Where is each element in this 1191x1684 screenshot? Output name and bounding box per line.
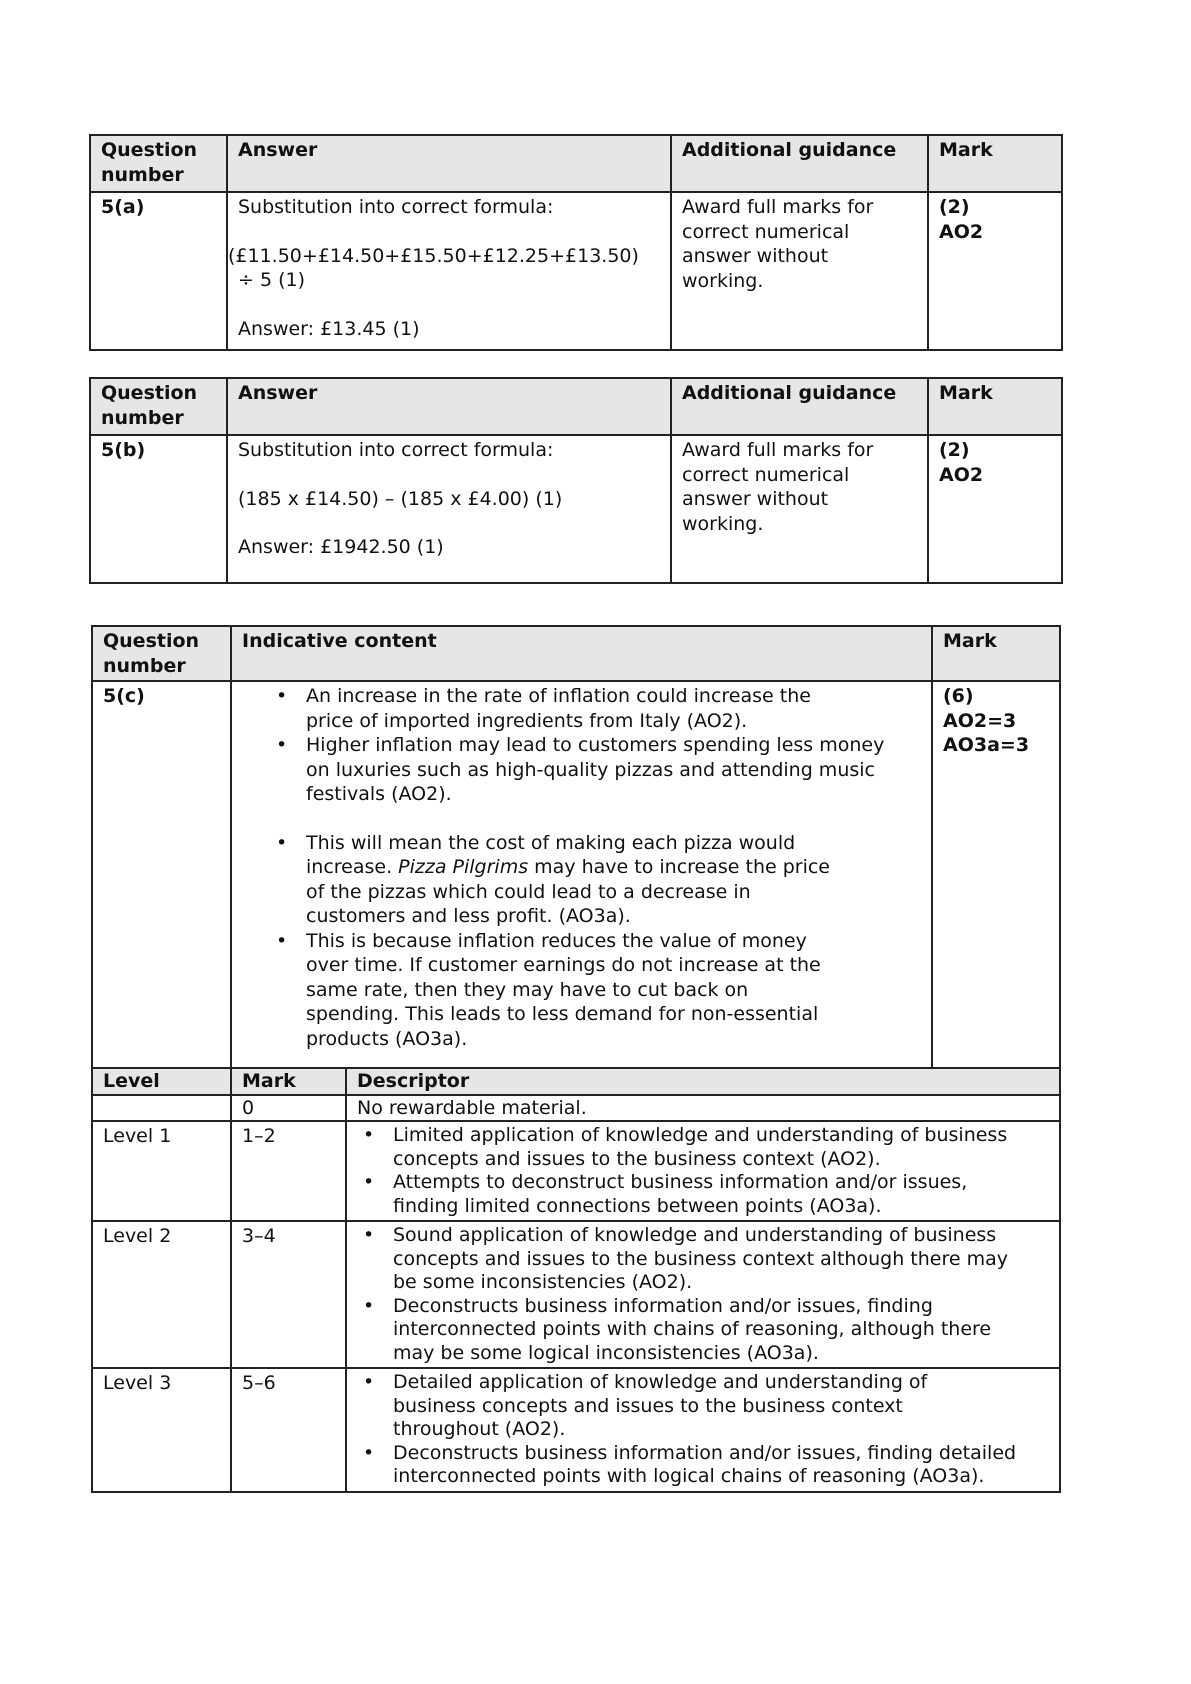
level-row [92, 1095, 1060, 1122]
level-row [92, 1221, 1060, 1368]
level-name [92, 1095, 231, 1122]
question-5a-table [89, 134, 1063, 351]
header-indicative-content: Indicative content [231, 626, 932, 681]
header-answer: Answer [227, 378, 671, 435]
bullet-line: This is because inflation reduces the value of money [306, 929, 807, 952]
bullet-icon: • [363, 1124, 375, 1146]
guidance-line: answer without [682, 488, 829, 510]
header-mark: Mark [231, 1068, 346, 1095]
list-item [363, 1371, 1049, 1442]
descriptor-line: finding limited connections between points (AO3a). [393, 1194, 882, 1217]
mark-value: (6) [943, 685, 974, 707]
descriptor-line: Deconstructs business information and/or issues, finding [393, 1294, 933, 1317]
answer-line: (185 x £14.50) – (185 x £4.00) (1) [238, 487, 563, 510]
table-header-row [92, 626, 1060, 681]
question-id: 5(c) [92, 681, 231, 1074]
descriptor-line: business concepts and issues to the business context [393, 1394, 903, 1417]
bullet-line: price of imported ingredients from Italy (AO2). [306, 709, 748, 732]
question-5b-table [89, 377, 1063, 584]
mark-cell [932, 681, 1060, 1074]
mark-ao: AO2=3 [943, 709, 1017, 732]
level-name: Level 2 [92, 1221, 231, 1368]
question-id: 5(a) [90, 192, 227, 350]
header-question-number: Question number [90, 378, 227, 435]
bullet-icon: • [276, 929, 288, 952]
header-mark: Mark [928, 135, 1062, 192]
descriptor-list [363, 1124, 1049, 1218]
mark-ao: AO2 [939, 463, 984, 486]
bullet-line: products (AO3a). [306, 1027, 468, 1050]
level-descriptor [346, 1095, 1060, 1122]
header-question-number: Question number [90, 135, 227, 192]
answer-cell [227, 192, 671, 350]
levels-header-row [92, 1068, 1060, 1095]
guidance-line: Award full marks for [682, 439, 874, 461]
level-name: Level 1 [92, 1121, 231, 1221]
guidance-cell [671, 435, 928, 583]
table-row [92, 681, 1060, 1074]
bullet-line: increase. Pizza Pilgrims may have to increase the price [306, 856, 831, 878]
list-item [276, 733, 921, 807]
descriptor-text: No rewardable material. [357, 1096, 587, 1119]
bullet-icon: • [363, 1224, 375, 1246]
list-item [363, 1441, 1049, 1489]
descriptor-list [363, 1224, 1049, 1365]
bullet-line: customers and less profit. (AO3a). [306, 905, 631, 927]
list-item [276, 831, 921, 929]
answer-cell [227, 435, 671, 583]
answer-line: Substitution into correct formula: [238, 439, 554, 461]
indicative-content-list [276, 684, 921, 1051]
guidance-line: correct numerical [682, 220, 850, 243]
level-mark: 0 [231, 1095, 346, 1122]
guidance-line: answer without [682, 245, 829, 267]
list-item [276, 929, 921, 1052]
bullet-line: Higher inflation may lead to customers spending less money [306, 734, 885, 756]
answer-line: Answer: £13.45 (1) [238, 317, 420, 340]
descriptor-line: interconnected points with chains of reasoning, although there [393, 1318, 992, 1340]
guidance-line: correct numerical [682, 463, 850, 486]
header-mark: Mark [928, 378, 1062, 435]
business-name: Pizza Pilgrims [398, 856, 529, 878]
answer-line: ÷ 5 (1) [238, 269, 306, 291]
guidance-cell [671, 192, 928, 350]
level-mark: 5–6 [231, 1368, 346, 1492]
descriptor-line: throughout (AO2). [393, 1418, 566, 1440]
bullet-icon: • [363, 1441, 375, 1464]
mark-value: (2) [939, 439, 970, 461]
table-row [90, 192, 1062, 350]
table-row [90, 435, 1062, 583]
level-mark: 1–2 [231, 1121, 346, 1221]
level-descriptor [346, 1121, 1060, 1221]
question-id: 5(b) [90, 435, 227, 583]
descriptor-line: Limited application of knowledge and understanding of business [393, 1124, 1008, 1146]
header-descriptor: Descriptor [346, 1068, 1060, 1095]
bullet-line: festivals (AO2). [306, 783, 452, 805]
level-name: Level 3 [92, 1368, 231, 1492]
guidance-line: working. [682, 512, 764, 535]
mark-cell [928, 435, 1062, 583]
header-mark: Mark [932, 626, 1060, 681]
table-header-row [90, 378, 1062, 435]
list-item [363, 1224, 1049, 1295]
descriptor-line: be some inconsistencies (AO2). [393, 1271, 693, 1293]
mark-ao: AO2 [939, 220, 984, 243]
question-5c-table [91, 625, 1061, 1075]
descriptor-line: Deconstructs business information and/or issues, finding detailed [393, 1441, 1017, 1464]
answer-line: (£11.50+£14.50+£15.50+£12.25+£13.50) [228, 244, 639, 267]
descriptor-line: Attempts to deconstruct business information and/or issues, [393, 1171, 968, 1193]
descriptor-line: Detailed application of knowledge and understanding of [393, 1371, 928, 1393]
bullet-line: spending. This leads to less demand for non-essential [306, 1003, 819, 1025]
descriptor-line: Sound application of knowledge and understanding of business [393, 1224, 997, 1246]
bullet-line: This will mean the cost of making each pizza would [306, 831, 796, 854]
descriptor-list [363, 1371, 1049, 1489]
header-additional-guidance: Additional guidance [671, 135, 928, 192]
level-descriptor [346, 1368, 1060, 1492]
bullet-icon: • [276, 685, 288, 707]
header-question-number: Question number [92, 626, 231, 681]
header-additional-guidance: Additional guidance [671, 378, 928, 435]
descriptor-line: may be some logical inconsistencies (AO3a). [393, 1341, 819, 1364]
answer-line: Answer: £1942.50 (1) [238, 536, 444, 558]
level-row [92, 1121, 1060, 1221]
answer-line: Substitution into correct formula: [238, 196, 554, 218]
levels-table [91, 1067, 1061, 1493]
table-header-row [90, 135, 1062, 192]
list-item [363, 1171, 1049, 1218]
bullet-line: on luxuries such as high-quality pizzas and attending music [306, 758, 875, 781]
header-level: Level [92, 1068, 231, 1095]
bullet-icon: • [363, 1294, 375, 1317]
bullet-icon: • [363, 1171, 375, 1193]
descriptor-line: interconnected points with logical chains of reasoning (AO3a). [393, 1465, 985, 1487]
mark-ao: AO3a=3 [943, 734, 1030, 756]
guidance-line: Award full marks for [682, 196, 874, 218]
header-answer: Answer [227, 135, 671, 192]
indicative-content-cell [231, 681, 932, 1074]
list-item [276, 684, 921, 733]
descriptor-line: concepts and issues to the business context (AO2). [393, 1147, 881, 1170]
bullet-line: of the pizzas which could lead to a decrease in [306, 880, 751, 903]
bullet-line: An increase in the rate of inflation could increase the [306, 685, 811, 707]
mark-value: (2) [939, 196, 970, 218]
list-spacer [306, 807, 921, 831]
descriptor-line: concepts and issues to the business context although there may [393, 1247, 1008, 1270]
bullet-line: over time. If customer earnings do not increase at the [306, 954, 821, 976]
list-item [363, 1124, 1049, 1171]
level-descriptor [346, 1221, 1060, 1368]
level-mark: 3–4 [231, 1221, 346, 1368]
guidance-line: working. [682, 269, 764, 292]
bullet-icon: • [363, 1371, 375, 1393]
bullet-line: same rate, then they may have to cut back on [306, 978, 749, 1001]
bullet-icon: • [276, 831, 288, 854]
level-row [92, 1368, 1060, 1492]
bullet-icon: • [276, 734, 288, 756]
mark-cell [928, 192, 1062, 350]
list-item [363, 1294, 1049, 1366]
